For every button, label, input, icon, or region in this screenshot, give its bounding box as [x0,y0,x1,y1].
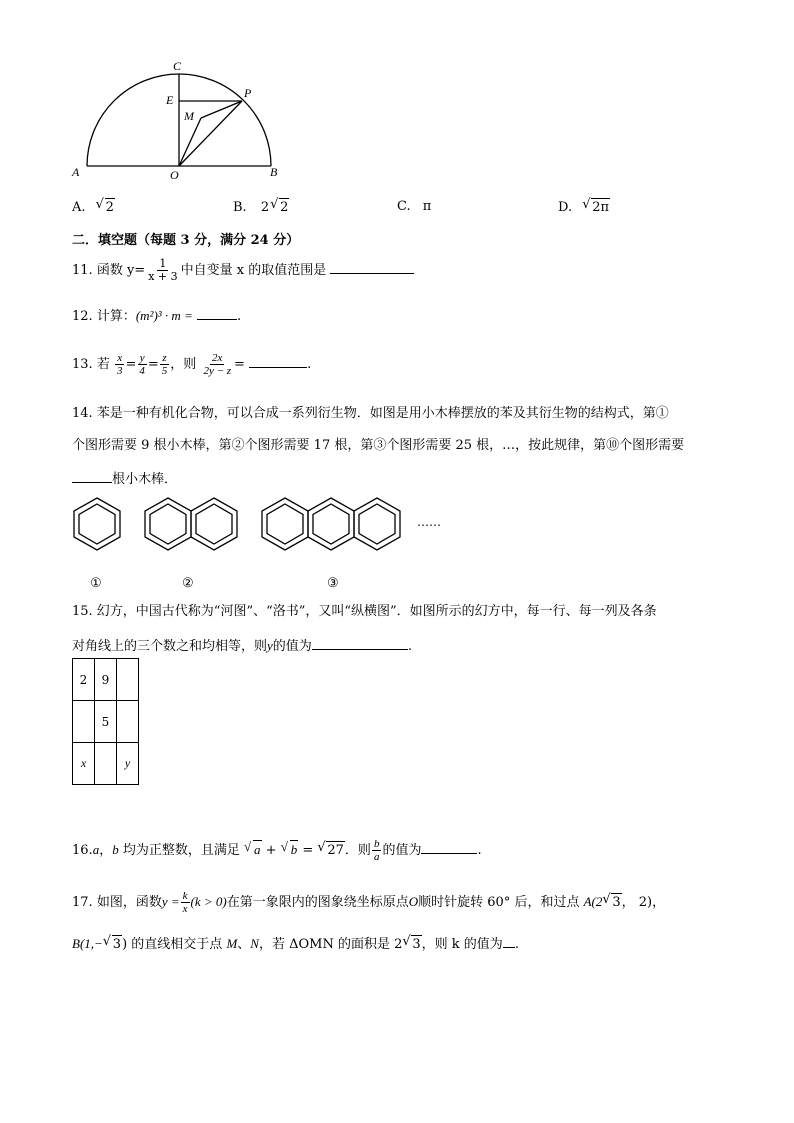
label-C: C [173,59,182,73]
q13-f2n: y [139,352,145,364]
q13-num: 13. [72,357,93,372]
q13-f1d: 3 [116,365,123,377]
q12-expr: (m²)³ · m = [135,308,193,323]
choice-c-value: π [422,199,432,214]
benzene-structures [65,490,465,560]
q17-area: ，若 ΔOMN 的面积是 2 [258,937,403,952]
q13-pre: 若 [96,357,110,372]
cell [73,701,95,743]
q16-num: 16. [72,843,93,858]
q13-mid: ，则 [170,357,197,372]
choice-b-letter: B. [233,200,247,215]
q15-line2 [72,635,412,656]
cell: x [73,743,95,785]
q14-line3-text: 根小木棒． [112,472,178,487]
q17-B-rad: √ 3 [112,935,122,954]
q11-pre: 函数 y= [96,263,146,278]
q16-rad-27: √ 27 [326,841,345,860]
q16-plus: + [265,843,277,858]
q13-frac-x [115,352,125,377]
choice-b[interactable] [233,198,289,217]
semicircle-figure [60,55,300,195]
q11-fraction [146,258,179,283]
q13-f2d: 4 [139,365,145,377]
q17-mid: 在第一象限内的图象绕坐标原点 [226,895,409,910]
q16-end: . [477,843,482,858]
question-11 [72,258,414,283]
choice-d-value: √ 2π [591,198,610,217]
figure-label-3: ③ [327,576,339,591]
choice-a-value: √ 2 [105,198,115,217]
q15-answer-blank[interactable] [312,635,408,650]
q17-B: B(1,− [72,936,103,951]
q17-B-end: ) 的直线相交于点 [122,937,223,952]
magic-square [72,658,139,785]
q15-var-y: y [267,638,273,653]
q16-rad-b: √ b [290,840,299,859]
q17-pre: 如图，函数 [96,895,162,910]
q17-end: . [514,937,519,952]
q17-fn: k [182,890,188,902]
q17-area-rad: √ 3 [411,935,421,954]
label-E: E [166,93,174,107]
question-16 [72,838,482,863]
q17-A-end: ， 2)， [621,895,666,910]
label-P: P [244,86,252,100]
q17-M: M [226,936,238,951]
q14-line1: 14. 苯是一种有机化合物，可以合成一系列衍生物．如图是用小木棒摆放的苯及其衍生物的结构式，第① [72,406,669,421]
q14-line2: 个图形需要 9 根小木棒，第②个图形需要 17 根，第③个图形需要 25 根，…，按此规律，第⑩个图形需要 [72,438,685,453]
q13-f4d: 2y − z [203,365,232,377]
q16-b: b [112,842,119,857]
q17-rot: 顺时针旋转 60° 后，和过点 [418,895,580,910]
q17-frac [181,890,190,915]
q12-end: . [237,309,242,324]
q12-answer-blank[interactable] [197,305,237,320]
q11-frac-num: 1 [159,257,167,270]
choice-c-letter: C. [397,199,411,214]
cell: y [117,743,139,785]
question-13: 13. 若 $\frac{x}{3}$ = $\frac{y}{4}$ = $\frac{z}{5}$ ，则 $\frac{2x}{2y - z}$ = . [72,352,312,377]
q16-eq: = [302,843,314,858]
q16-sep: ， [99,843,113,858]
q17-tail: ，则 k 的值为 [421,937,503,952]
q16-rad-a: √ a [253,840,262,859]
q12-num: 12. [72,309,93,324]
q14-line3 [72,468,177,489]
q11-post: 中自变量 x 的取值范围是 [180,263,327,278]
choice-a-letter: A. [72,200,86,215]
q13-frac-target [201,352,233,377]
q16-fn: b [373,838,380,850]
q13-answer-blank[interactable] [249,353,307,368]
cell [95,743,117,785]
q15-line2-post: 的值为 [272,639,312,654]
label-B: B [270,165,278,179]
q16-then: ．则 [344,843,371,858]
question-12 [72,305,241,326]
q17-cond: (k > 0) [190,894,227,909]
choice-b-coef: 2 [260,200,270,215]
q13-f3n: z [162,352,167,364]
cell: 5 [95,701,117,743]
figure-label-1: ① [90,576,102,591]
q17-A: A(2 [583,894,603,909]
q11-frac-den: x + 3 [148,270,178,283]
figure-label-2: ② [182,576,194,591]
q16-post: 的值为 [382,843,422,858]
choice-d[interactable] [558,198,610,217]
choice-a[interactable] [72,198,115,217]
q17-sep: 、 [237,937,251,952]
choice-c[interactable] [397,198,431,216]
q11-answer-blank[interactable] [330,259,414,274]
q17-line1: 17. 如图，函数y = $\frac{k}{x}$ (k > 0)在第一象限内的图象绕坐标原点O顺时针旋转 60° 后，和过点 A(2√ 3， 2)， [72,890,665,915]
q13-f1n: x [117,352,123,364]
cell: 2 [73,659,95,701]
q14-answer-blank[interactable] [72,468,112,483]
cell [117,701,139,743]
cell: 9 [95,659,117,701]
q17-answer-blank[interactable] [503,933,515,948]
q16-frac [372,838,382,863]
q13-frac-y [137,352,147,377]
q12-pre: 计算： [96,309,136,324]
q17-A-rad: √ 3 [611,893,621,912]
q13-f4n: 2x [212,352,223,364]
section-heading: 二．填空题（每题 3 分，满分 24 分） [72,233,300,248]
choice-d-letter: D. [558,200,573,215]
label-A: A [72,165,80,179]
q11-num: 11. [72,263,93,278]
q16-mid: 均为正整数，且满足 [122,843,240,858]
choice-b-value: √ 2 [279,198,289,217]
q16-answer-blank[interactable] [421,839,477,854]
q17-fd: x [182,903,188,915]
q15-end: . [407,639,412,654]
q15-line2-pre: 对角线上的三个数之和均相等，则 [72,639,268,654]
q16-a: a [92,842,100,857]
label-O: O [170,168,179,182]
q17-O: O [408,894,419,909]
label-M: M [184,109,194,123]
q17-line2 [72,933,519,954]
q13-f3d: 5 [161,365,168,377]
q17-N: N [250,936,259,951]
q17-num: 17. [72,895,93,910]
cell [117,659,139,701]
q13-frac-z [160,352,170,377]
ellipsis: …… [417,515,441,529]
q13-end: . [307,357,312,372]
q16-fd: a [373,851,380,863]
q15-line1: 15. 幻方，中国古代称为“河图”、“洛书”，又叫“纵横图”．如图所示的幻方中，每一行、每一列及各条 [72,604,657,619]
